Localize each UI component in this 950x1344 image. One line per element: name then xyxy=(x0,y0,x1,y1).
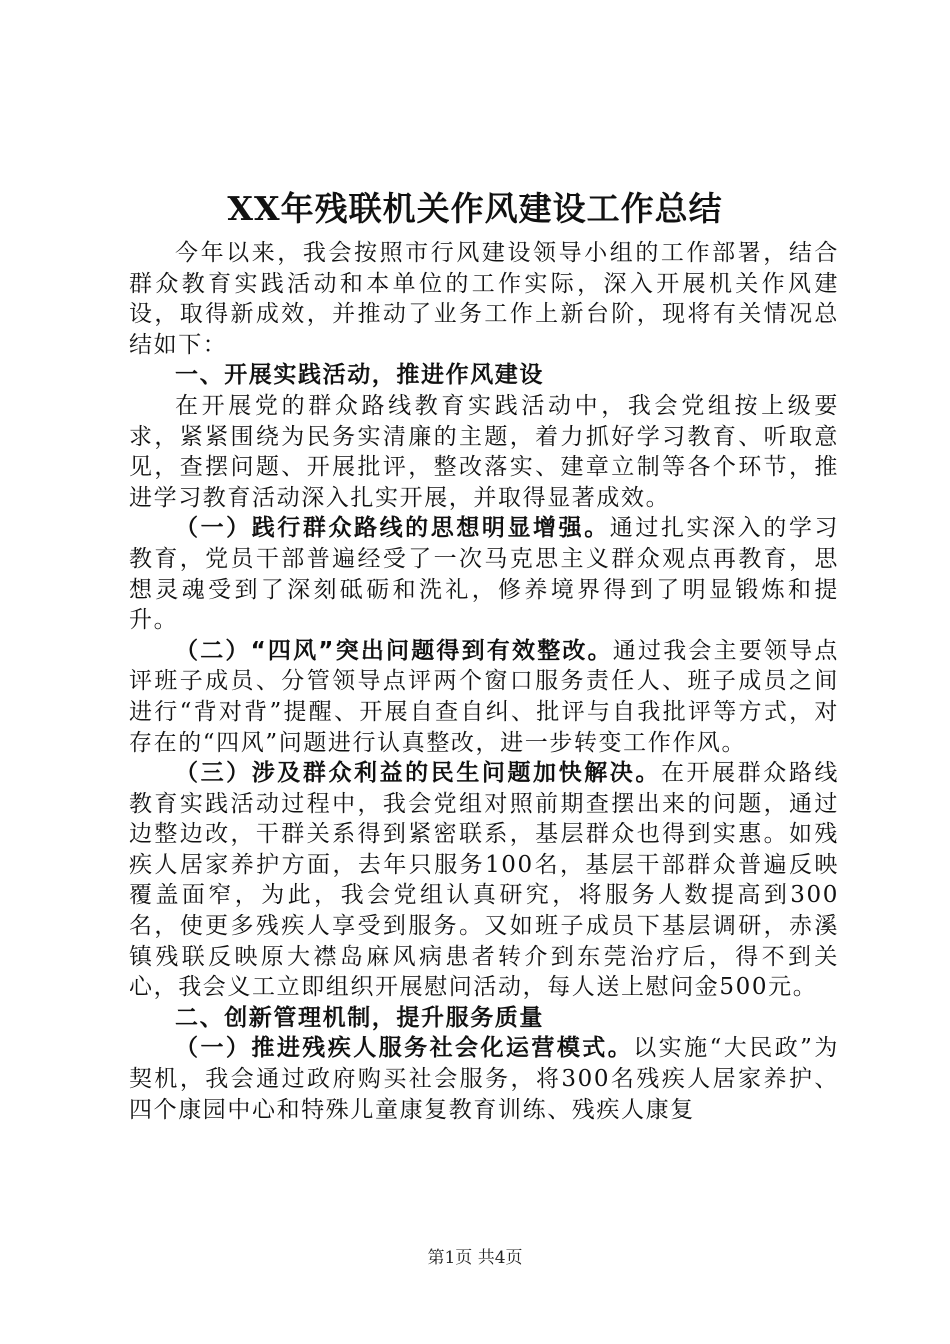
paragraph-lead: （一）践行群众路线的思想明显增强。 xyxy=(175,515,610,542)
paragraph: （三）涉及群众利益的民生问题加快解决。在开展群众路线教育实践活动过程中，我会党组对照前期查摆出来的问题，通过边整边改，干群关系得到紧密联系，基层群众也得到实惠。如残疾人居家养护方面，去年只服务100名，基层干部群众普遍反映覆盖面窄，为此，我会党组认真研究，将服务人数提高到300名，使更多残疾人享受到服务。又如班子成员下基层调研，赤溪镇残联反映原大襟岛麻风病患者转介到东莞治疗后，得不到关心，我会义工立即组织开展慰问活动，每人送上慰问金500元。 xyxy=(129,760,839,1001)
paragraph-lead: （二）“四风”突出问题得到有效整改。 xyxy=(175,637,613,664)
paragraph-lead: （一）推进残疾人服务社会化运营模式。 xyxy=(175,1035,634,1062)
document-title: XX年残联机关作风建设工作总结 xyxy=(227,189,723,228)
document-body xyxy=(129,238,839,1125)
paragraph: （一）推进残疾人服务社会化运营模式。以实施“大民政”为契机，我会通过政府购买社会服务，将300名残疾人居家养护、四个康园中心和特殊儿童康复教育训练、残疾人康复 xyxy=(129,1035,839,1123)
section-heading-1: 一、开展实践活动，推进作风建设 xyxy=(175,362,544,389)
section-heading-2: 二、创新管理机制，提升服务质量 xyxy=(175,1004,544,1031)
paragraph: 在开展党的群众路线教育实践活动中，我会党组按上级要求，紧紧围绕为民务实清廉的主题，着力抓好学习教育、听取意见，查摆问题、开展批评，整改落实、建章立制等各个环节，推进学习教育活动深入扎实开展，并取得显著成效。 xyxy=(129,392,839,511)
paragraph-intro: 今年以来，我会按照市行风建设领导小组的工作部署，结合群众教育实践活动和本单位的工作实际，深入开展机关作风建设，取得新成效，并推动了业务工作上新台阶，现将有关情况总结如下： xyxy=(129,240,839,358)
paragraph: （二）“四风”突出问题得到有效整改。通过我会主要领导点评班子成员、分管领导点评两个窗口服务责任人、班子成员之间进行“背对背”提醒、开展自查自纠、批评与自我批评等方式，对存在的“四风”问题进行认真整改，进一步转变工作作风。 xyxy=(129,637,839,756)
paragraph: （一）践行群众路线的思想明显增强。通过扎实深入的学习教育，党员干部普遍经受了一次马克思主义群众观点再教育，思想灵魂受到了深刻砥砺和洗礼，修养境界得到了明显锻炼和提升。 xyxy=(129,515,840,634)
page-number-footer: 第1页 共4页 xyxy=(427,1248,523,1268)
paragraph-lead: （三）涉及群众利益的民生问题加快解决。 xyxy=(175,760,661,787)
